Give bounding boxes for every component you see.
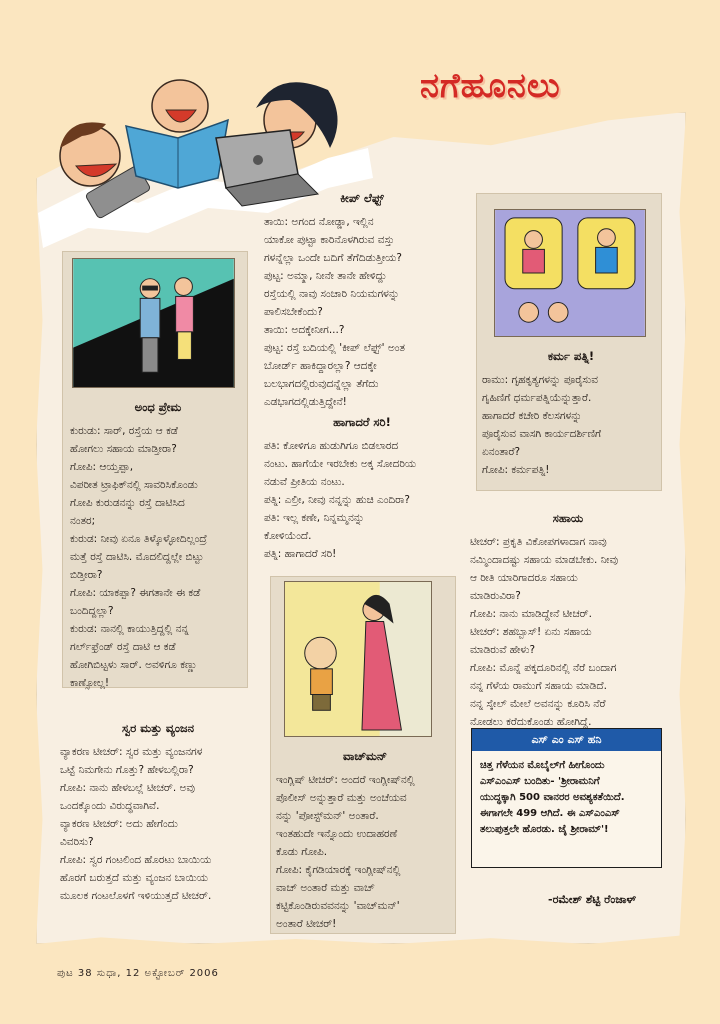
story-line: ವ್ಯಾಕರಣ ಟೀಚರ್: ಸ್ವರ ಮತ್ತು ವ್ಯಂಜನಗಳ [60, 746, 203, 758]
story-line: ಹೋಗಲು ಸಹಾಯ ಮಾಡ್ತೀರಾ? [70, 443, 177, 455]
story-line: ಗೋಪಿ: ನಾನು ಹೇಳಬಲ್ಲೆ ಟೀಚರ್. ಅವು [60, 782, 195, 794]
story-line: ಪೂರೈಸುವ ವಾಸಗಿ ಕಾರ್ಯದರ್ಶಿಣಿಗೆ [482, 428, 602, 440]
story-line: ಬೋರ್ಡ್ ಹಾಕಿದ್ದಾರಲ್ಲಾ? ಆದಕ್ಕೇ [264, 360, 377, 372]
story-line: ಬಿಡ್ತೀರಾ? [70, 569, 103, 581]
story-line: ಎಡಭಾಗದಲ್ಲಿಡುತ್ತಿದ್ದೇನೆ! [264, 396, 347, 408]
sms-hani-box [471, 728, 662, 868]
story-line: ಪೊಲೀಸ್ ಅನ್ನುತ್ತಾರೆ ಮತ್ತು ಅಂಚೆಯವ [276, 792, 407, 804]
story-line: ವಿವರಿಸು? [60, 836, 94, 848]
story-line: ಕುರುಡ: ನೀವು ಏನೂ ತಿಳ್ಕೊಳ್ಳೋದಿಲ್ಲಂದ್ರೆ [70, 533, 207, 545]
story-line: ಒಟ್ಟೆ ನಿಮಗೇನು ಗೊತ್ತು? ಹೇಳಬಲ್ಲಿರಾ? [60, 764, 194, 776]
column-3-story-2 [470, 506, 666, 732]
story-line: ಪಾಲಿಸಬೇಕೆಂದು? [264, 306, 323, 318]
story-line: ಪತ್ನಿ: ಹಾಗಾದರೆ ಸರಿ! [264, 548, 337, 560]
story-line: ಮಾಡಿರುವಿರಾ? [470, 590, 521, 602]
story-line: ಗೃಹಿಣಿಗೆ ಧರ್ಮಪತ್ನಿಯೆನ್ನುತ್ತಾರೆ. [482, 392, 592, 404]
story-line: ಗಳನ್ನೆಲ್ಲಾ ಒಂದೇ ಬದಿಗೆ ತೆಗೆದಿಡುತ್ತೀಯ? [264, 252, 402, 264]
story-line: ಕಾಣ್ಸೋಲ್ಲ! [70, 677, 110, 689]
story-line: ಕೊಡು ಗೋಪಿ. [276, 846, 328, 858]
sms-box-title: ಎಸ್ ಎಂ ಎಸ್ ಹನಿ [472, 729, 661, 751]
story-line: ವ್ಯಾಕರಣ ಟೀಚರ್: ಅದು ಹೇಗೆಂದು [60, 818, 178, 830]
story-line: ಮತ್ತೆ ರಸ್ತೆ ದಾಟಿಸಿ. ಮೊದಲಿದ್ದಲ್ಲೇ ಬಿಟ್ಟು [70, 551, 204, 563]
story-line: ತಾಯಿ: ಅದಕ್ಕೇನೀಗ...? [264, 324, 345, 336]
story-line: ತಾಯಿ: ಅಗಂದ ನೋಡ್ಡಾ, ಇಲ್ಲಿನ [264, 216, 374, 228]
story-line: ರಸ್ತೆಯಲ್ಲಿ ನಾವು ಸಂಚಾರಿ ನಿಯಮಗಳನ್ನು [264, 288, 400, 300]
page-footer: ಪುಟ 38 ಸುಧಾ, 12 ಅಕ್ಟೋಬರ್ 2006 [57, 968, 219, 979]
story-line: ಯಾಕೋ ಪುಟ್ಟಾ ಕಾರಿನೊಳಗಿರುವ ವಸ್ತು [264, 234, 395, 246]
story-line: ಏನಂತಾರೆ? [482, 446, 521, 458]
story-line: ಗೋಪಿ: ಕೈಗಡಿಯಾರಕ್ಕೆ ಇಂಗ್ಲೀಷ್‌ನಲ್ಲಿ [276, 864, 401, 876]
story-line: ಕಟ್ಟಿಕೊಂಡಿರುವವನನ್ನು 'ವಾಚ್‌ಮನ್' [276, 900, 400, 912]
story-line: ಗೋಪಿ: ಮೊನ್ನೆ ಪಕ್ಕದೂರಿನಲ್ಲಿ ನೆರೆ ಬಂದಾಗ [470, 662, 617, 674]
story-line: ಕೋಳಿಯೆಂದೆ. [264, 530, 312, 542]
story-line: ನಮ್ಮಿಂದಾದಷ್ಟು ಸಹಾಯ ಮಾಡಬೇಕು. ನೀವು [470, 554, 619, 566]
column-1-story-1 [70, 395, 246, 693]
story-heading: ಕರ್ಮ ಪತ್ನಿ! [547, 349, 595, 363]
story-line: ರಾಮು: ಗೃಹಕೃತ್ಯಗಳನ್ನು ಪೂರೈಸುವ [482, 374, 598, 386]
page-title: ನಗೆಹೂನಲು [420, 66, 561, 106]
sms-line: ತಲುಪುತ್ತಲೇ ಹೊರಡು. ಜೈ ಶ್ರೀರಾಮ್'! [480, 824, 609, 835]
story-line: ಪತಿ: ಕೋಳಿಗೂ ಹುಡುಗಿಗೂ ಬಿಡಲಾರದ [264, 440, 399, 452]
story-line: ಇಂತಹುದೇ ಇನ್ನೊಂದು ಉದಾಹರಣೆ [276, 828, 398, 840]
story-line: ಬಂದಿದ್ದಲ್ಲಾ? [70, 605, 114, 617]
story-line: ಗೋಪಿ ಕುರುಡನನ್ನು ರಸ್ತೆ ದಾಟಿಸಿದ [70, 497, 185, 509]
story-line: ಹಾಗಾದರೆ ಕಚೇರಿ ಕೆಲಸಗಳನ್ನು [482, 410, 582, 422]
story-line: ನಡುವೆ ಪ್ರೀತಿಯ ನಂಟು. [264, 476, 345, 488]
story-line: ಮೂಲಕ ಗಂಟಲೊಳಗೆ ಇಳಿಯುತ್ತದೆ ಟೀಚರ್. [60, 890, 212, 902]
story-heading: ವಾಚ್‌ಮನ್ [342, 749, 388, 763]
column-2-story-3 [276, 744, 454, 934]
story-line: ಪತ್ನಿ: ಎಲ್ರೀ, ನೀವು ನನ್ನನ್ನು ಹುಚಿ ಎಂದಿರಾ? [264, 494, 410, 506]
sms-box-body [472, 751, 661, 845]
story-line: ಪತಿ: ಇಲ್ಲ ಕಣೇ, ನಿನ್ನಮ್ಮನನ್ನು [264, 512, 365, 524]
story-line: ಇಂಗ್ಲಿಷ್ ಟೀಚರ್: ಅಂದರೆ ಇಂಗ್ಲೀಷ್‌ನಲ್ಲಿ [276, 774, 415, 786]
story-line: ನಂಟು. ಹಾಗೆಯೇ ಇರಬೇಕು ಅಕ್ಕ ಸೋದರಿಯ [264, 458, 417, 470]
story-heading: ಹಾಗಾದರೆ ಸರಿ! [333, 415, 391, 429]
story-line: ಹೋಗಿಬಿಟ್ಟಳು ಸಾರ್. ಅವಳಿಗೂ ಕಣ್ಣು [70, 659, 198, 671]
story-line: ಪುಟ್ಟ: ಅಮ್ಮಾ, ನೀನೇ ತಾನೇ ಹೇಳಿದ್ದು [264, 270, 387, 282]
column-1-story-2 [60, 716, 256, 906]
column-3-story-1 [482, 344, 660, 480]
story-line: ಗೋಪಿ: ನಾನು ಮಾಡಿದ್ದೇನೆ ಟೀಚರ್. [470, 608, 592, 620]
story-line: ಗೋಪಿ: ಸ್ವರ ಗಂಟಲಿಂದ ಹೊರಟು ಬಾಯಿಯ [60, 854, 212, 866]
story-line: ಟೀಚರ್: ಪ್ರಕೃತಿ ವಿಕೋಪಗಳಾದಾಗ ನಾವು [470, 536, 607, 548]
story-line: ಗೋಪಿ: ಕರ್ಮಪತ್ನಿ! [482, 464, 550, 476]
story-line: ನನ್ನ ಗೆಳೆಯ ರಾಮುಗೆ ಸಹಾಯ ಮಾಡಿದೆ. [470, 680, 607, 692]
story-line: ಬಲಭಾಗದಲ್ಲಿರುವುದನ್ನೆಲ್ಲಾ ತೆಗೆದು [264, 378, 379, 390]
story-line: ಆ ರೀತಿ ಯಾರಿಗಾದರೂ ಸಹಾಯ [470, 572, 578, 584]
story-line: ನಂತರ; [70, 515, 96, 527]
story-line: ಹೊರಗೆ ಬರುತ್ತದೆ ಮತ್ತು ವ್ಯಂಜನ ಬಾಯಿಯ [60, 872, 208, 884]
story-line: ನನ್ನು 'ಪೋಸ್ಟ್‌ಮನ್' ಅಂತಾರೆ. [276, 810, 379, 822]
story-line: ಪುಟ್ಟ: ರಸ್ತೆ ಬದಿಯಲ್ಲಿ 'ಕೀಪ್ ಲೆಫ್ಟ್' ಅಂತ [264, 342, 405, 354]
sms-line: ಎಸ್‌ಎಂಎಸ್ ಬಂದಿತು- 'ಶ್ರೀರಾಮನಿಗೆ [480, 776, 600, 787]
story-line: ಕುರುಡು: ಸಾರ್, ರಸ್ತೆಯ ಆ ಕಡೆ [70, 425, 178, 437]
story-line: ವಾಚ್ ಅಂತಾರೆ ಮತ್ತು ವಾಚ್ [276, 882, 375, 894]
story-heading: ಸ್ವರ ಮತ್ತು ವ್ಯಂಜನ [121, 721, 195, 735]
story-line: ಗರ್ಲ್‌ಫ್ರೆಂಡ್ ರಸ್ತೆ ದಾಟಿ ಆ ಕಡೆ [70, 641, 176, 653]
story-heading: ಸಹಾಯ [552, 511, 584, 525]
story-line: ಅಂತಾರೆ ಟೀಚರ್! [276, 918, 337, 930]
sms-line: ಚಿತ್ತ ಗೆಳೆಯನ ಮೊಬೈಲ್‌ಗೆ ಹೀಗೊಂದು [480, 760, 605, 771]
story-line: ಮಾಡಿರುವೆ ಹೇಳು? [470, 644, 536, 656]
story-line: ಕುರುಡ: ನಾನಲ್ಲಿ ಕಾಯುತ್ತಿದ್ದಲ್ಲಿ ನನ್ನ [70, 623, 189, 635]
column-2-story-2 [264, 410, 460, 564]
sms-line: ಯುದ್ಧಕ್ಕಾಗಿ 500 ವಾನರರ ಅವಶ್ಯಕತೆಯಿದೆ. [480, 792, 625, 803]
office-couple-cartoon [494, 209, 646, 337]
boy-and-teacher-cartoon [284, 581, 432, 737]
author-credit: -ರಮೇಶ್ ಶೆಟ್ಟಿ ರೆಂಜಾಳ್ [548, 893, 637, 906]
story-heading: ಕೀಪ್ ಲೆಫ್ಟ್ [340, 191, 384, 205]
story-line: ನೋಡಲು ಕರೆದುಕೊಂಡು ಹೋಗಿದ್ದೆ. [470, 716, 592, 728]
sms-line: ಈಗಾಗಲೇ 499 ಆಗಿದೆ. ಈ ಎಸ್‌ಎಂಎಸ್ [480, 808, 620, 819]
story-line: ಗೋಪಿ: ಆಯ್ತಪ್ಪಾ, [70, 461, 134, 473]
story-line: ಗೋಪಿ: ಯಾಕಪ್ಪಾ? ಈಗತಾನೇ ಈ ಕಡೆ [70, 587, 201, 599]
story-line: ವಿಪರೀತ ಟ್ರಾಫಿಕ್‌ನಲ್ಲಿ ಸಾವರಿಸಿಕೊಂಡು [70, 479, 198, 491]
story-line: ಒಂದಕ್ಕೊಂದು ವಿರುದ್ಧವಾಗಿವೆ. [60, 800, 160, 812]
story-line: ನನ್ನ ಸ್ಕೇಲ್ ಮೇಲೆ ಅವನನ್ನು ಕೂರಿಸಿ ನೆರೆ [470, 698, 606, 710]
column-2-story-1 [264, 186, 460, 412]
story-heading: ಅಂಧ ಪ್ರೇಮ [134, 400, 182, 414]
story-line: ಟೀಚರ್: ಶಹಬ್ಬಾಸ್! ಏನು ಸಹಾಯ [470, 626, 592, 638]
blind-man-cartoon [72, 258, 235, 388]
